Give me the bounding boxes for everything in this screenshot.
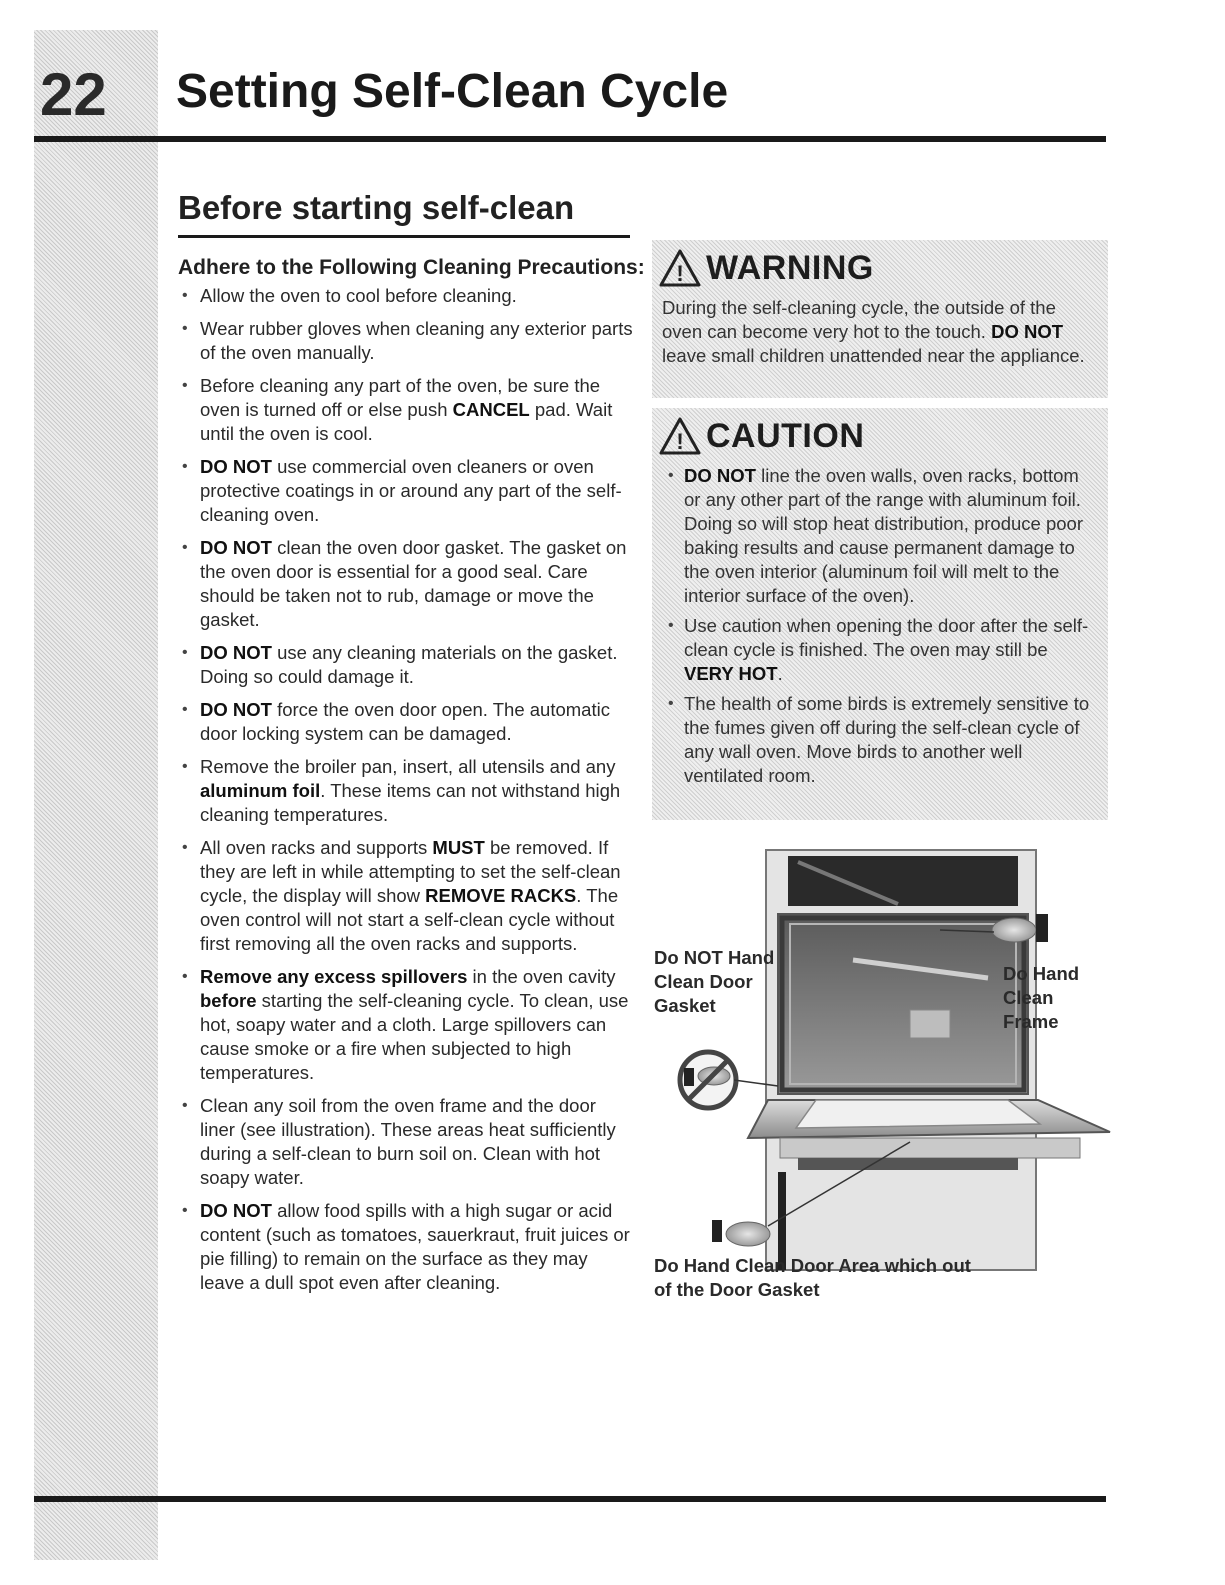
text-run: All oven racks and supports (200, 837, 433, 858)
precaution-item (178, 836, 634, 956)
caution-header (652, 408, 1108, 464)
text-run: leave small children unattended near the appliance. (662, 345, 1085, 366)
text-run: use commercial oven cleaners or oven protective coatings in or around any part of the self-cleaning oven. (200, 456, 622, 525)
precaution-item (178, 317, 634, 365)
emphasis-text: Remove any excess spillovers (200, 966, 468, 987)
caution-text (652, 464, 1108, 788)
emphasis-text: DO NOT (200, 456, 272, 477)
text-run: Allow the oven to cool before cleaning. (200, 285, 517, 306)
warning-text (652, 296, 1108, 368)
text-run: force the oven door open. The automatic door locking system can be damaged. (200, 699, 610, 744)
text-run: Use caution when opening the door after the self-clean cycle is finished. The oven may still be (684, 615, 1089, 660)
text-run: starting the self-cleaning cycle. To clean, use hot, soapy water and a cloth. Large spillovers can cause smoke or a fire when subjected to high temperatures. (200, 990, 629, 1083)
text-run: pad. Wait until the oven is cool. (200, 399, 613, 444)
precaution-item (178, 1199, 634, 1295)
page-title: Setting Self-Clean Cycle (176, 65, 729, 118)
label-clean-door-area: Do Hand Clean Door Area which out of the Door Gasket (654, 1255, 971, 1300)
caution-item (662, 464, 1096, 608)
precaution-item (178, 455, 634, 527)
oven-illustration (648, 842, 1112, 1312)
emphasis-text: DO NOT (200, 642, 272, 663)
emphasis-text: CANCEL (452, 399, 530, 420)
precaution-item (178, 1094, 634, 1190)
label-clean-frame: Do Hand Clean Frame (1003, 963, 1080, 1032)
text-run: During the self-cleaning cycle, the outside of the oven can become very hot to the touch. (662, 297, 1056, 342)
text-run: . These items can not withstand high cleaning temperatures. (200, 780, 621, 825)
emphasis-text: DO NOT (684, 465, 756, 486)
emphasis-text: before (200, 990, 257, 1011)
precaution-item (178, 965, 634, 1085)
text-run: be removed. If they are left in while attempting to set the self-clean cycle, the display will show (200, 837, 621, 906)
text-run: in the oven cavity (467, 966, 616, 987)
emphasis-text: aluminum foil (200, 780, 321, 801)
warning-header (652, 240, 1108, 296)
svg-text:!: ! (676, 429, 684, 454)
precaution-item (178, 284, 634, 308)
svg-text:!: ! (676, 261, 684, 286)
precaution-item (178, 755, 634, 827)
section-divider (178, 235, 630, 238)
text-run: . The oven control will not start a self-clean cycle without first removing all the oven racks and supports. (200, 885, 619, 954)
warning-box (652, 240, 1108, 398)
precaution-item (178, 698, 634, 746)
caution-item (662, 614, 1096, 686)
text-run: clean the oven door gasket. The gasket on the oven door is essential for a good seal. Care should be taken not to rub, damage or move the gasket. (200, 537, 627, 630)
text-run: . (777, 663, 783, 684)
emphasis-text: REMOVE RACKS (425, 885, 577, 906)
emphasis-text: DO NOT (991, 321, 1064, 342)
emphasis-text: DO NOT (200, 699, 272, 720)
text-run: use any cleaning materials on the gasket. Doing so could damage it. (200, 642, 618, 687)
emphasis-text: DO NOT (200, 537, 272, 558)
precautions-column (178, 256, 645, 1304)
emphasis-text: DO NOT (200, 1200, 272, 1221)
oven-drawing (648, 842, 1112, 1312)
caution-item (662, 692, 1096, 788)
warning-triangle-icon (658, 416, 702, 456)
text-run: Before cleaning any part of the oven, be sure the oven is turned off or else push (200, 375, 601, 420)
warning-title: WARNING (706, 248, 874, 287)
warning-triangle-icon (658, 248, 702, 288)
text-run: allow food spills with a high sugar or acid content (such as tomatoes, sauerkraut, fruit juices or pie filling) to remain on the surface as they may leave a dull spot even after cleaning. (200, 1200, 630, 1293)
side-stripe-decoration (34, 30, 158, 1560)
text-run: The health of some birds is extremely sensitive to the fumes given off during the self-clean cycle of any wall oven. Move birds to another well ventilated room. (684, 693, 1090, 786)
precautions-heading: Adhere to the Following Cleaning Precautions: (178, 256, 645, 279)
precaution-item (178, 374, 634, 446)
page-number: 22 (40, 61, 107, 128)
text-run: Remove the broiler pan, insert, all utensils and any (200, 756, 616, 777)
emphasis-text: MUST (432, 837, 485, 858)
emphasis-text: VERY HOT (684, 663, 778, 684)
section-heading: Before starting self-clean (178, 189, 575, 226)
text-run: Wear rubber gloves when cleaning any exterior parts of the oven manually. (200, 318, 633, 363)
bottom-divider (34, 1496, 1106, 1502)
caution-title: CAUTION (706, 416, 865, 455)
label-do-not-clean-gasket: Do NOT Hand Clean Door Gasket (654, 947, 775, 1016)
precaution-item (178, 641, 634, 689)
caution-box (652, 408, 1108, 820)
precaution-item (178, 536, 634, 632)
top-divider (34, 136, 1106, 142)
text-run: Clean any soil from the oven frame and the door liner (see illustration). These areas heat sufficiently during a self-clean to burn soil on. Clean with hot soapy water. (200, 1095, 616, 1188)
precautions-list (178, 284, 634, 1295)
text-run: line the oven walls, oven racks, bottom or any other part of the range with aluminum foil. Doing so will stop heat distribution, produce poor baking results and cause permanent damage to the oven interior (aluminum foil will melt to the interior surface of the oven). (684, 465, 1084, 606)
caution-list (662, 464, 1096, 788)
